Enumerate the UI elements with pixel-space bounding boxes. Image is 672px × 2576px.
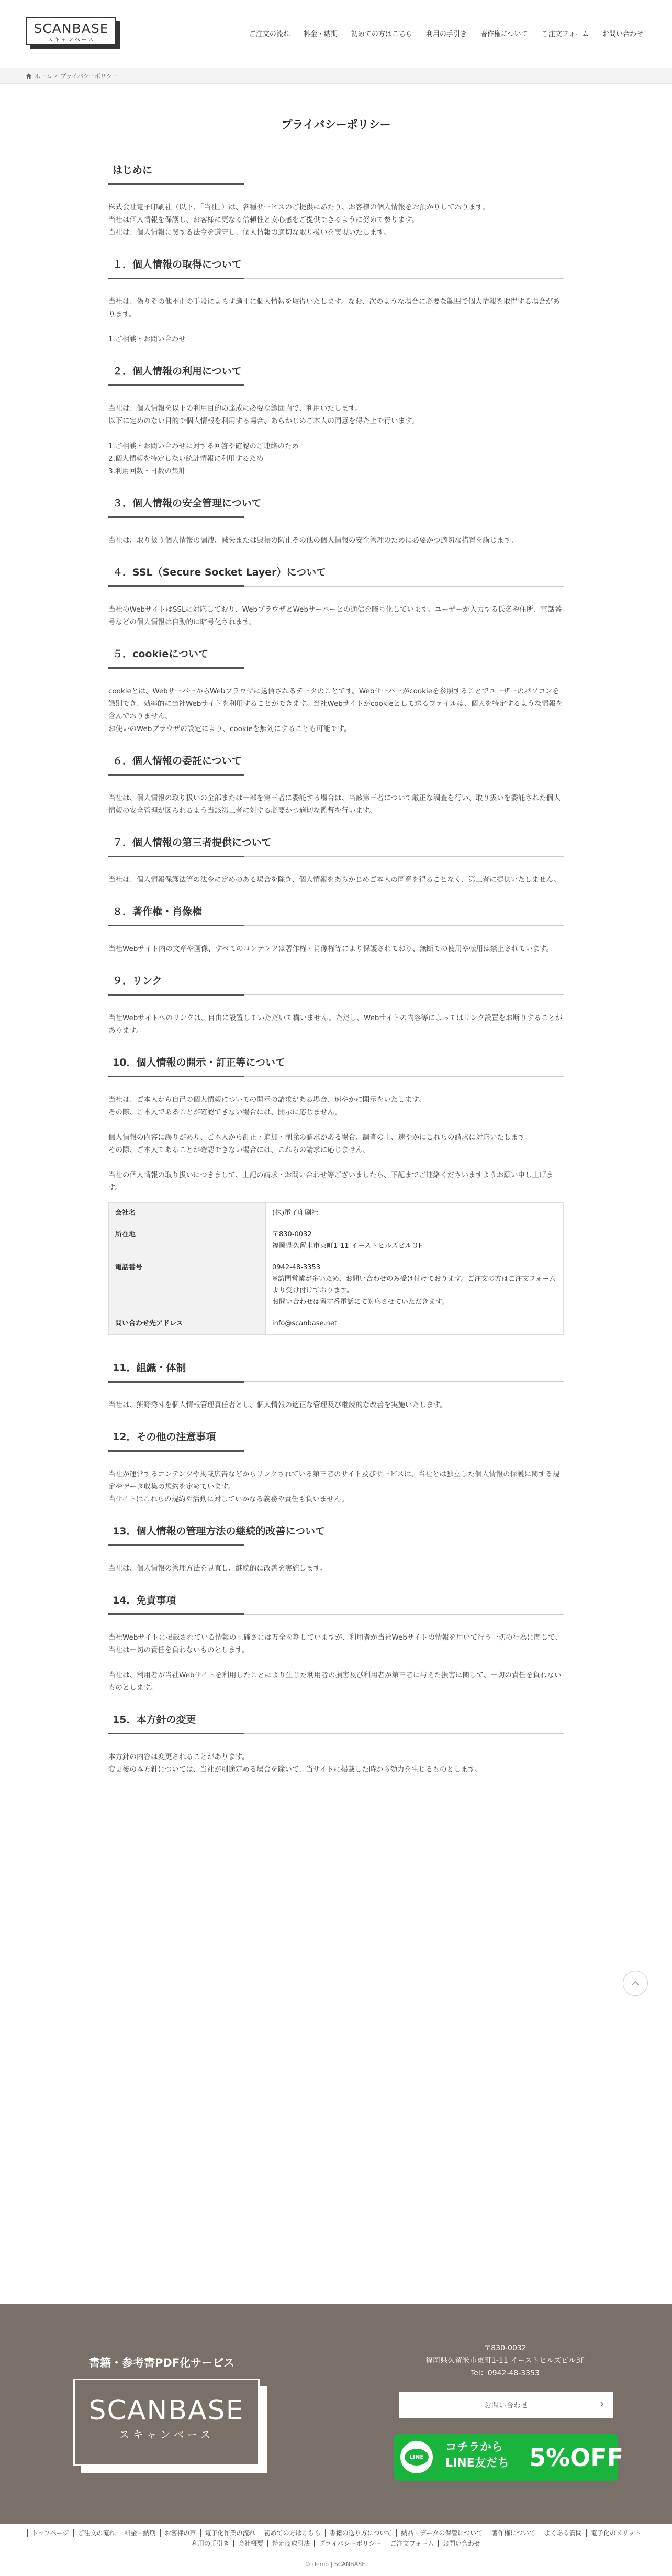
footer-logo[interactable]	[73, 2379, 267, 2473]
section-text: 当社Webサイトに掲載されている情報の正確さには万全を期していますが、利用者が当社Webサイトの情報を用いて行う一切の行為に関して、当社は一切の責任を負わないものとします。	[108, 1633, 562, 1654]
footer-nav-privacy[interactable]: プライバシーポリシー	[314, 2540, 385, 2547]
footer-nav-law[interactable]: 特定商取引法	[267, 2540, 314, 2547]
section-text: 当社は個人情報を保護し、お客様に更なる信頼性と安心感をご提供できるように努めて参ります。	[108, 216, 419, 224]
phone-note: お問い合わせは留守番電話にて対応させていただきます。	[272, 1298, 449, 1306]
section-text: 当社は、利用者が当社Webサイトを利用したことにより生じた利用者の損害及び利用者が第三者に与えた損害に関して、一切の責任を負わないものとします。	[108, 1671, 562, 1692]
nav-order-form[interactable]: ご注文フォーム	[541, 30, 589, 38]
section-list-item: 1.ご相談・お問い合わせに対する回答や確認のご連絡のため	[108, 442, 299, 450]
paragraph-gap	[108, 320, 564, 333]
footer-nav-contact[interactable]: お問い合わせ	[438, 2540, 485, 2547]
line-banner-text	[445, 2440, 509, 2471]
section-heading: ６．個人情報の委託について	[108, 753, 564, 775]
footer-logo-sub: スキャンベース	[119, 2428, 214, 2441]
table-label: 会社名	[109, 1203, 266, 1224]
line-icon	[400, 2441, 433, 2473]
section-text: 当社のWebサイトはSSLに対応しており、WebブラウザとWebサーバーとの通信を暗号化しています。ユーザーが入力する氏名や住所、電話番号などの個人情報は自動的に暗号化されます。	[108, 605, 562, 626]
site-header	[0, 0, 672, 68]
section-text: 当社は、ご本人から自己の個人情報についての開示の請求がある場合、速やかに開示をいたします。	[108, 1096, 426, 1104]
contact-email[interactable]: info@scanbase.net	[272, 1320, 337, 1328]
section-text: 当社が運営するコンテンツや掲載広告などからリンクされている第三者のサイト及びサービスは、当社とは独立した個人情報の保護に関する規定やデータ収集の規約を定めています。	[108, 1470, 560, 1491]
section-heading: ３．個人情報の安全管理について	[108, 495, 564, 517]
section-heading: 15．本方針の変更	[108, 1712, 564, 1734]
section-text: その際、ご本人であることが確認できない場合には、開示に応じません。	[108, 1108, 342, 1116]
section-list-item: 1.ご相談・お問い合わせ	[108, 335, 186, 344]
footer-street: 福岡県久留米市東町1-11 イーストヒルズビル3F	[425, 2357, 585, 2365]
section-text: 本方針の内容は変更されることがあります。	[108, 1753, 249, 1761]
footer-logo-main: SCANBASE	[88, 2395, 244, 2426]
paragraph-gap	[108, 427, 564, 440]
table-row	[109, 1224, 564, 1257]
section-text: お使いのWebブラウザの設定により、cookieを無効にすることも可能です。	[108, 725, 351, 733]
breadcrumb	[0, 68, 672, 84]
footer-nav-merit[interactable]: 電子化のメリット	[586, 2529, 645, 2537]
line-text-line1: コチラから	[445, 2441, 503, 2454]
nav-beginners[interactable]: 初めての方はこちら	[351, 30, 412, 38]
section-heading: 10．個人情報の開示・訂正等について	[108, 1055, 564, 1077]
section-disclosure	[108, 1055, 564, 1335]
section-list-item: 3.利用回数・日数の集計	[108, 467, 186, 476]
section-other-notes	[108, 1429, 564, 1506]
section-text: 当社は、取り扱う個人情報の漏洩、滅失または毀損の防止その他の個人情報の安全管理のために必要かつ適切な措置を講じます。	[108, 536, 518, 545]
footer-logo-frame	[73, 2379, 260, 2466]
section-text: 当サイトはこれらの規約や活動に対していかなる義務や責任も負いません。	[108, 1495, 349, 1503]
table-row	[109, 1313, 564, 1335]
page-title: プライバシーポリシー	[281, 118, 391, 131]
table-label: 電話番号	[109, 1257, 266, 1313]
company-info-table	[108, 1202, 564, 1335]
footer-postal: 〒830-0032	[484, 2344, 527, 2352]
footer-nav	[0, 2524, 672, 2555]
section-third-party	[108, 835, 564, 886]
global-nav	[249, 28, 643, 38]
breadcrumb-current: プライバシーポリシー	[60, 72, 118, 80]
section-text: 当社は、個人情報に関する法令を遵守し、個人情報の適切な取り扱いを実現いたします。	[108, 228, 390, 237]
logo-frame	[26, 17, 116, 45]
site-logo[interactable]	[26, 17, 120, 49]
phone-note: ※訪問営業が多いため、お問い合わせのみ受け付けております。ご注文の方はご注文フォームより受け付けております。	[272, 1275, 556, 1295]
section-heading: 13．個人情報の管理方法の継続的改善について	[108, 1523, 564, 1545]
table-value	[266, 1313, 564, 1335]
logo-sub-text: スキャンベース	[47, 37, 95, 43]
footer-service-label: 書籍・参考書PDF化サービス	[89, 2357, 235, 2369]
footer-nav-voice[interactable]: お客様の声	[160, 2529, 200, 2537]
line-discount: 5%OFF	[529, 2444, 624, 2472]
footer-nav-top[interactable]: トップページ	[27, 2529, 73, 2537]
section-text: 当社は、個人情報の取り扱いの全部または一部を第三者に委託する場合は、当該第三者について厳正な調査を行い、取り扱いを委託された個人情報の安全管理が図られるよう当該第三者に対する必要かつ適切な監督を行います。	[108, 794, 561, 815]
home-icon	[26, 73, 31, 78]
table-label: 問い合わせ先アドレス	[109, 1313, 266, 1335]
breadcrumb-separator: ›	[55, 72, 58, 79]
section-heading: ９．リンク	[108, 973, 564, 995]
footer-nav-pricing[interactable]: 料金・納期	[120, 2529, 160, 2537]
line-friend-banner[interactable]	[394, 2434, 624, 2481]
section-text: 当社は、偽りその他不正の手段によらず適正に個人情報を取得いたします。なお、次のような場合に必要な範囲で個人情報を取得する場合があります。	[108, 297, 560, 318]
section-heading: はじめに	[108, 162, 564, 184]
table-value	[266, 1224, 564, 1257]
section-text: cookieとは、WebサーバーからWebブラウザに送信されるデータのことです。Webサーバーがcookieを参照することでユーザーのパソコンを識別でき、効率的に当社Webサイトを利用することができます。当社Webサイトがcookieとして送るファイルは、個人を特定するような情報を含んでおりません。	[108, 687, 563, 721]
section-disclaimer	[108, 1593, 564, 1694]
paragraph-gap	[108, 1156, 564, 1169]
page-top-button[interactable]	[623, 1971, 648, 1996]
section-text: 当社Webサイトへのリンクは、自由に設置していただいて構いません。ただし、Webサイトの内容等によってはリンク設置をお断りすることがあります。	[108, 1014, 563, 1035]
footer-nav-copyright[interactable]: 著作権について	[487, 2529, 540, 2537]
nav-copyright[interactable]: 著作権について	[480, 30, 528, 38]
line-text-line2: LINE友だち	[445, 2457, 509, 2470]
nav-pricing[interactable]: 料金・納期	[303, 30, 338, 38]
table-value	[266, 1257, 564, 1313]
footer-nav-order-flow[interactable]: ご注文の流れ	[73, 2529, 120, 2537]
section-improvement	[108, 1523, 564, 1575]
section-cookie	[108, 646, 564, 735]
address: 福岡県久留米市東町1-11 イーストヒルズビル３F	[272, 1242, 423, 1250]
section-links	[108, 973, 564, 1037]
section-heading: ２．個人情報の利用について	[108, 363, 564, 385]
section-text: 変更後の本方針については、当社が別途定める場合を除いて、当サイトに掲載した時から効力を生じるものとします。	[108, 1765, 481, 1774]
section-text: 当社は、熊野秀斗を個人情報管理責任者とし、個人情報の適正な管理及び継続的な改善を実施いたします。	[108, 1401, 447, 1409]
paragraph-gap	[108, 1119, 564, 1131]
section-text: 当社の個人情報の取り扱いにつきまして、上記の請求・お問い合わせ等ございましたら、下記までご連絡くださいますようお願い申し上げます。	[108, 1171, 553, 1192]
footer-nav-process[interactable]: 電子化作業の流れ	[200, 2529, 260, 2537]
section-text: 当社Webサイト内の文章や画像、すべてのコンテンツは著作権・肖像権等により保護されており、無断での使用や転用は禁止されています。	[108, 945, 553, 953]
postal-code: 〒830-0032	[272, 1231, 312, 1239]
section-ssl	[108, 565, 564, 628]
section-heading: １．個人情報の取得について	[108, 257, 564, 279]
nav-guide[interactable]: 利用の手引き	[425, 30, 467, 38]
site-footer	[0, 2304, 672, 2524]
chevron-up-icon	[631, 1980, 640, 1986]
footer-nav-faq[interactable]: よくある質問	[540, 2529, 586, 2537]
section-heading: 12．その他の注意事項	[108, 1429, 564, 1451]
section-copyright	[108, 904, 564, 955]
copyright: © demo | SCANBASE.	[305, 2561, 367, 2568]
table-label: 所在地	[109, 1224, 266, 1257]
section-organization	[108, 1360, 564, 1411]
section-heading: ４．SSL（Secure Socket Layer）について	[108, 565, 564, 587]
contact-button-label: お問い合わせ	[484, 2402, 528, 2410]
section-heading: ８．著作権・肖像権	[108, 904, 564, 926]
section-heading: ７．個人情報の第三者提供について	[108, 835, 564, 857]
footer-nav-guide[interactable]: 利用の手引き	[187, 2540, 233, 2547]
section-text: 以下に定めのない目的で個人情報を利用する場合、あらかじめご本人の同意を得た上で行います。	[108, 417, 419, 425]
nav-order-flow[interactable]: ご注文の流れ	[249, 30, 290, 38]
section-text: 当社は、個人情報の管理方法を見直し、継続的に改善を実施します。	[108, 1564, 327, 1573]
company-name: (株)電子印刷社	[272, 1209, 319, 1217]
section-outsourcing	[108, 753, 564, 817]
section-usage	[108, 363, 564, 478]
footer-nav-order-form[interactable]: ご注文フォーム	[386, 2540, 438, 2547]
footer-nav-company[interactable]: 会社概要	[233, 2540, 267, 2547]
chevron-right-icon	[599, 2402, 604, 2407]
breadcrumb-home[interactable]: ホーム	[35, 72, 52, 80]
footer-nav-beginners[interactable]: 初めての方はこちら	[260, 2529, 325, 2537]
section-acquisition	[108, 257, 564, 346]
section-policy-change	[108, 1712, 564, 1776]
section-security	[108, 495, 564, 547]
section-list-item: 2.個人情報を特定しない統計情報に利用するため	[108, 455, 264, 463]
line-badge-text: LINE	[405, 2449, 429, 2466]
footer-address	[398, 2342, 612, 2380]
section-intro	[108, 162, 564, 239]
section-text: 個人情報の内容に誤りがあり、ご本人から訂正・追加・削除の請求がある場合、調査の上、速やかにこれらの請求に対応いたします。	[108, 1133, 532, 1142]
table-row	[109, 1203, 564, 1224]
section-text: 株式会社電子印刷社（以下、「当社」）は、各種サービスのご提供にあたり、お客様の個人情報をお預かりしております。	[108, 203, 489, 212]
paragraph-gap	[108, 1656, 564, 1669]
section-text: 当社は、個人情報を以下の利用目的の達成に必要な範囲内で、利用いたします。	[108, 404, 362, 413]
footer-tel[interactable]: Tel：0942-48-3353	[471, 2369, 540, 2378]
footer-nav-shipping[interactable]: 書籍の送り方について	[325, 2529, 397, 2537]
section-text: 当社は、個人情報保護法等の法令に定めのある場合を除き、個人情報をあらかじめご本人の同意を得ることなく、第三者に提供いたしません。	[108, 876, 561, 884]
footer-contact-button[interactable]	[399, 2392, 613, 2418]
logo-main-text: SCANBASE	[33, 21, 109, 36]
section-heading: 11．組織・体制	[108, 1360, 564, 1382]
phone-number[interactable]: 0942-48-3353	[272, 1264, 321, 1272]
footer-nav-delivery[interactable]: 納品・データの保管について	[396, 2529, 487, 2537]
table-value	[266, 1203, 564, 1224]
main-content	[108, 84, 564, 1776]
table-row	[109, 1257, 564, 1313]
section-heading: ５．cookieについて	[108, 646, 564, 668]
section-heading: 14．免責事項	[108, 1593, 564, 1615]
section-text: その際、ご本人であることが確認できない場合には、これらの請求に応じません。	[108, 1146, 371, 1154]
nav-contact[interactable]: お問い合わせ	[602, 30, 643, 38]
